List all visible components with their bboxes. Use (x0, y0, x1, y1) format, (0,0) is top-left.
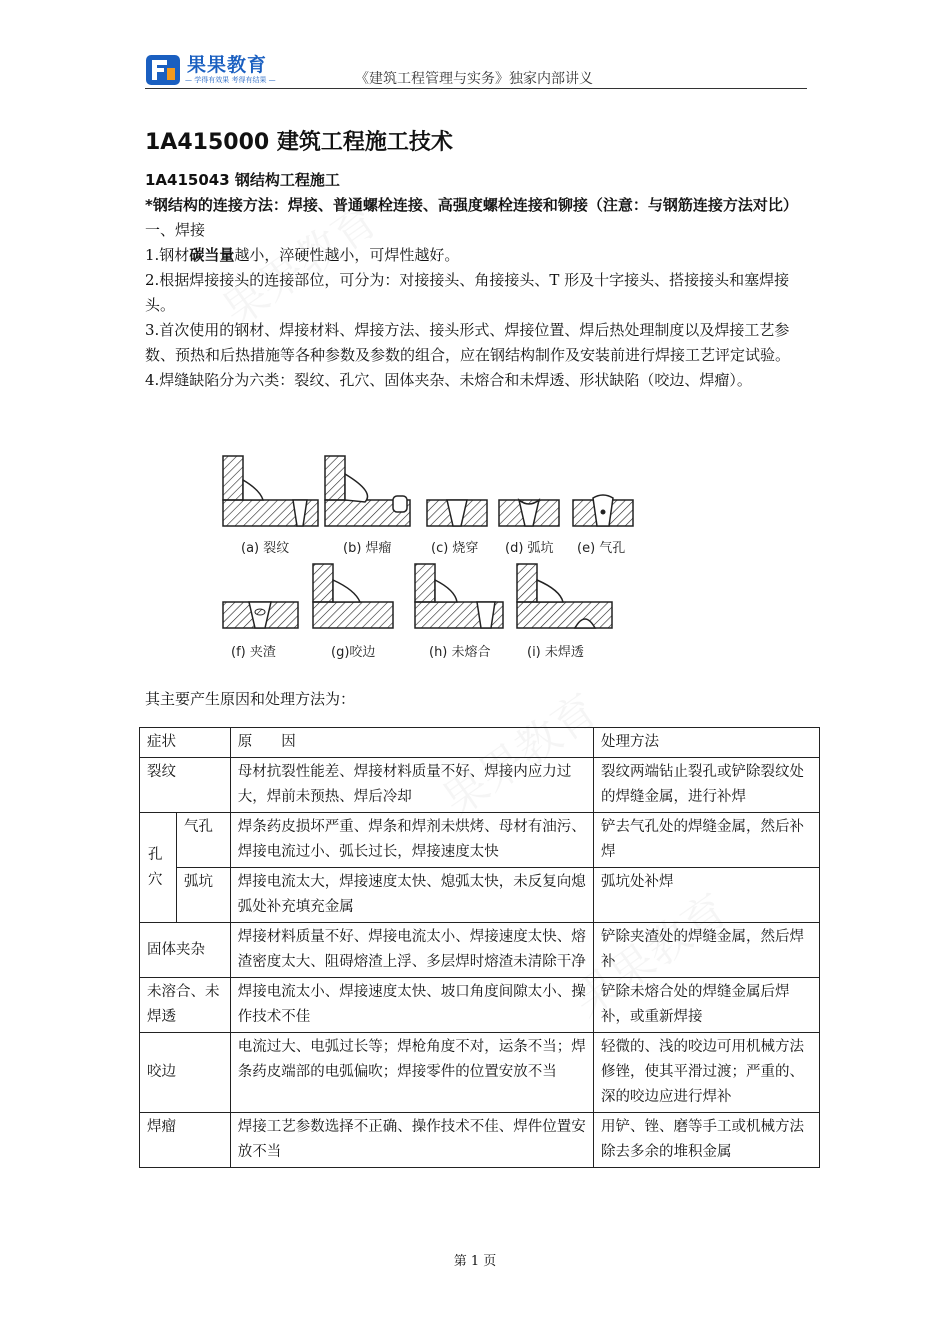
symptom-cell: 弧坑 (176, 868, 230, 923)
page-header (145, 48, 807, 89)
table-row (140, 813, 820, 868)
cause-cell: 焊接电流太大，焊接速度太快、熄弧太快，未反复向熄弧处补充填充金属 (230, 868, 593, 923)
table-row (140, 1113, 820, 1168)
cause-cell: 焊接电流太小、焊接速度太快、坡口角度间隙太小、操作技术不佳 (230, 978, 593, 1033)
caption-g: (g)咬边 (331, 645, 376, 660)
caption-h: (h) 未熔合 (429, 645, 491, 660)
treatment-cell: 裂纹两端钻止裂孔或铲除裂纹处的焊缝金属，进行补焊 (594, 758, 820, 813)
weld-defects-table (139, 727, 820, 1168)
symptom-cell: 未溶合、未焊透 (140, 978, 231, 1033)
caption-i: (i) 未焊透 (527, 645, 584, 660)
table-row (140, 923, 820, 978)
cause-cell: 焊条药皮损坏严重、焊条和焊剂未烘烤、母材有油污、焊接电流过小、弧长过长，焊接速度太快 (230, 813, 593, 868)
caption-d: (d) 弧坑 (505, 541, 554, 556)
p1-text-b: 越小，淬硬性越小，可焊性越好。 (234, 246, 460, 264)
cause-cell: 母材抗裂性能差、焊接材料质量不好、焊接内应力过大，焊前未预热、焊后冷却 (230, 758, 593, 813)
paragraph-3: 3.首次使用的钢材、焊接材料、焊接方法、接头形式、焊接位置、焊后热处理制度以及焊接工艺参数、预热和后热措施等各种参数及参数的组合，应在钢结构制作及安装前进行焊接工艺评定试验。 (145, 321, 791, 364)
weld-diagram-i (517, 564, 612, 628)
weld-diagram-b (325, 456, 410, 526)
header-treatment: 处理方法 (594, 728, 820, 758)
treatment-cell: 弧坑处补焊 (594, 868, 820, 923)
cause-cell: 电流过大、电弧过长等；焊枪角度不对，运条不当；焊条药皮端部的电弧偏吹；焊接零件的位置安放不当 (230, 1033, 593, 1113)
cause-cell: 焊接工艺参数选择不正确、操作技术不佳、焊件位置安放不当 (230, 1113, 593, 1168)
brand-name: 果果教育 (187, 54, 268, 76)
caption-f: (f) 夹渣 (231, 645, 276, 660)
cause-cell: 焊接材料质量不好、焊接电流太小、焊接速度太快、熔渣密度太大、阻碍熔渣上浮、多层焊时熔渣未清除干净 (230, 923, 593, 978)
caption-a: (a) 裂纹 (241, 541, 290, 556)
table-intro: 其主要产生原因和处理方法为： (145, 690, 356, 708)
table-row (140, 978, 820, 1033)
p1-bold-term: 碳当量 (189, 246, 235, 264)
table-header-row (140, 728, 820, 758)
chapter-title: 1A415000 建筑工程施工技术 (145, 130, 453, 155)
caption-b: (b) 焊瘤 (343, 541, 392, 556)
weld-diagram-e (573, 495, 633, 526)
connection-methods: *钢结构的连接方法：焊接、普通螺栓连接、高强度螺栓连接和铆接（注意：与钢筋连接方法对比） (145, 196, 798, 214)
paragraph-4: 4.焊缝缺陷分为六类：裂纹、孔穴、固体夹杂、未熔合和未焊透、形状缺陷（咬边、焊瘤）。 (145, 371, 752, 389)
treatment-cell: 铲除未熔合处的焊缝金属后焊补，或重新焊接 (594, 978, 820, 1033)
table-row (140, 758, 820, 813)
weld-diagram-c (427, 500, 487, 526)
paragraph-1 (145, 243, 810, 268)
subheading-welding: 一、焊接 (145, 221, 206, 239)
weld-defects-figure (215, 452, 645, 670)
treatment-cell: 铲除夹渣处的焊缝金属，然后焊补 (594, 923, 820, 978)
section-title: 1A415043 钢结构工程施工 (145, 171, 340, 189)
symptom-cell: 焊瘤 (140, 1113, 231, 1168)
symptom-cell: 固体夹杂 (140, 923, 231, 978)
weld-diagram-h (415, 564, 503, 628)
weld-diagram-g (313, 564, 393, 628)
weld-diagram-d (499, 500, 559, 526)
p1-text-a: 1.钢材 (145, 246, 190, 264)
brand-logo-icon (145, 54, 181, 86)
symptom-cell: 气孔 (176, 813, 230, 868)
page-number: 第 1 页 (453, 1254, 497, 1269)
treatment-cell: 用铲、锉、磨等手工或机械方法除去多余的堆积金属 (594, 1113, 820, 1168)
weld-diagram-f (223, 602, 298, 628)
brand-slogan: — 学得有效果 考得有结果 — (185, 76, 276, 84)
table-row (140, 868, 820, 923)
table-row (140, 1033, 820, 1113)
symptom-cell: 咬边 (140, 1033, 231, 1113)
document-body (145, 120, 810, 393)
header-cause: 原 因 (230, 728, 593, 758)
book-title: 《建筑工程管理与实务》独家内部讲义 (355, 71, 593, 87)
header-symptom: 症状 (140, 728, 231, 758)
paragraph-2: 2.根据焊接接头的连接部位，可分为：对接接头、角接接头、T 形及十字接头、搭接接头和塞焊接头。 (145, 271, 790, 314)
weld-diagram-a (223, 456, 318, 526)
caption-c: (c) 烧穿 (431, 541, 479, 556)
group-cell: 孔穴 (140, 813, 177, 923)
treatment-cell: 轻微的、浅的咬边可用机械方法修锉，使其平滑过渡；严重的、深的咬边应进行焊补 (594, 1033, 820, 1113)
caption-e: (e) 气孔 (577, 541, 626, 556)
symptom-cell: 裂纹 (140, 758, 231, 813)
treatment-cell: 铲去气孔处的焊缝金属，然后补焊 (594, 813, 820, 868)
